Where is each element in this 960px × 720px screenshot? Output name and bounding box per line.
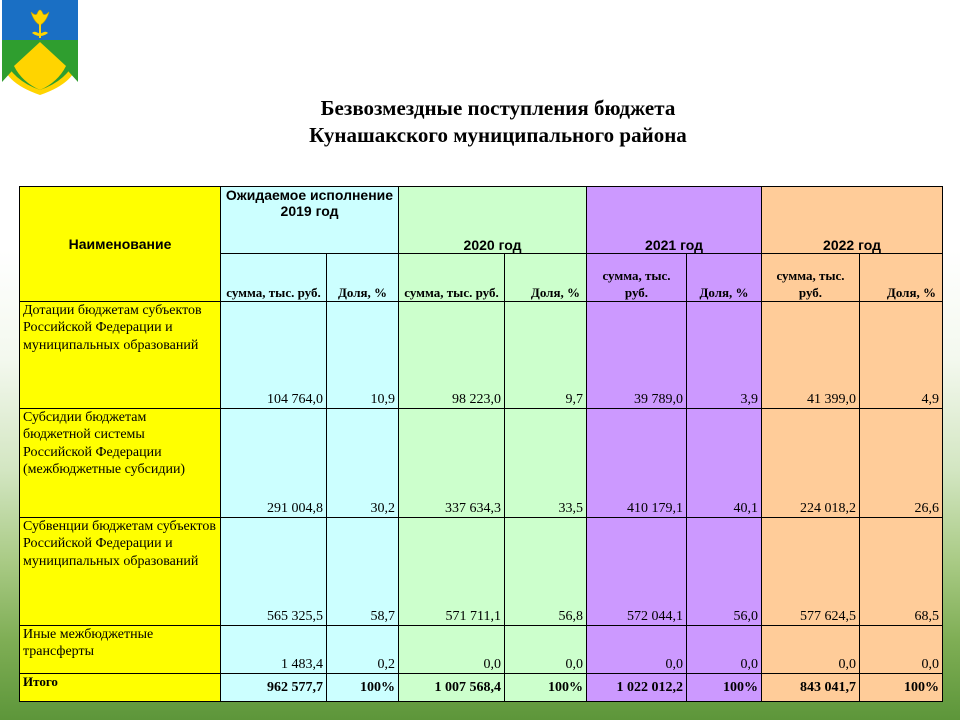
period-header-2021: 2021 год (587, 187, 762, 254)
cell-share-2019: 58,7 (327, 518, 399, 626)
cell-sum-2020: 0,0 (399, 626, 505, 674)
period-header-2020: 2020 год (399, 187, 587, 254)
cell-sum-2022: 577 624,5 (762, 518, 860, 626)
header-row-periods (20, 187, 943, 254)
cell-share-2021: 3,9 (687, 302, 762, 409)
total-sum-2021: 1 022 012,2 (587, 674, 687, 702)
row-name: Иные межбюджетные трансферты (20, 626, 221, 674)
row-name: Субсидии бюджетам бюджетной системы Российской Федерации (межбюджетные субсидии) (20, 409, 221, 518)
total-row (20, 674, 943, 702)
period-header-2022: 2022 год (762, 187, 943, 254)
cell-sum-2019: 1 483,4 (221, 626, 327, 674)
title-line-2: Кунашакского муниципального района (309, 123, 687, 147)
cell-share-2020: 0,0 (505, 626, 587, 674)
col-header-sum-2022: сумма, тыс. руб. (762, 254, 860, 302)
cell-share-2019: 30,2 (327, 409, 399, 518)
total-share-2022: 100% (860, 674, 943, 702)
total-sum-2020: 1 007 568,4 (399, 674, 505, 702)
col-header-sum-2019: сумма, тыс. руб. (221, 254, 327, 302)
cell-sum-2020: 98 223,0 (399, 302, 505, 409)
cell-sum-2021: 410 179,1 (587, 409, 687, 518)
title-line-1: Безвозмездные поступления бюджета (320, 96, 676, 120)
col-header-share-2021: Доля, % (687, 254, 762, 302)
cell-share-2019: 10,9 (327, 302, 399, 409)
cell-sum-2022: 0,0 (762, 626, 860, 674)
cell-sum-2021: 39 789,0 (587, 302, 687, 409)
cell-sum-2020: 337 634,3 (399, 409, 505, 518)
cell-sum-2019: 565 325,5 (221, 518, 327, 626)
total-sum-2022: 843 041,7 (762, 674, 860, 702)
total-label: Итого (20, 674, 221, 702)
row-name: Дотации бюджетам субъектов Российской Федерации и муниципальных образований (20, 302, 221, 409)
total-share-2021: 100% (687, 674, 762, 702)
total-sum-2019: 962 577,7 (221, 674, 327, 702)
table-row (20, 302, 943, 409)
budget-table (19, 186, 943, 702)
cell-share-2022: 26,6 (860, 409, 943, 518)
row-name: Субвенции бюджетам субъектов Российской Федерации и муниципальных образований (20, 518, 221, 626)
cell-share-2020: 33,5 (505, 409, 587, 518)
cell-sum-2019: 291 004,8 (221, 409, 327, 518)
total-share-2019: 100% (327, 674, 399, 702)
cell-sum-2021: 572 044,1 (587, 518, 687, 626)
cell-share-2021: 0,0 (687, 626, 762, 674)
col-header-sum-2020: сумма, тыс. руб. (399, 254, 505, 302)
cell-sum-2019: 104 764,0 (221, 302, 327, 409)
cell-sum-2022: 41 399,0 (762, 302, 860, 409)
col-header-share-2020: Доля, % (505, 254, 587, 302)
title-box (97, 90, 899, 154)
district-emblem-icon (0, 0, 80, 96)
name-header: Наименование (20, 187, 221, 302)
cell-share-2020: 9,7 (505, 302, 587, 409)
cell-sum-2021: 0,0 (587, 626, 687, 674)
cell-share-2022: 4,9 (860, 302, 943, 409)
total-share-2020: 100% (505, 674, 587, 702)
cell-sum-2022: 224 018,2 (762, 409, 860, 518)
table-row (20, 409, 943, 518)
cell-share-2022: 0,0 (860, 626, 943, 674)
cell-share-2021: 40,1 (687, 409, 762, 518)
col-header-share-2019: Доля, % (327, 254, 399, 302)
table-row (20, 518, 943, 626)
col-header-sum-2021: сумма, тыс. руб. (587, 254, 687, 302)
cell-share-2020: 56,8 (505, 518, 587, 626)
cell-share-2019: 0,2 (327, 626, 399, 674)
table-row (20, 626, 943, 674)
cell-share-2022: 68,5 (860, 518, 943, 626)
period-header-2019: Ожидаемое исполнение 2019 год (221, 187, 399, 254)
cell-share-2021: 56,0 (687, 518, 762, 626)
cell-sum-2020: 571 711,1 (399, 518, 505, 626)
col-header-share-2022: Доля, % (860, 254, 943, 302)
